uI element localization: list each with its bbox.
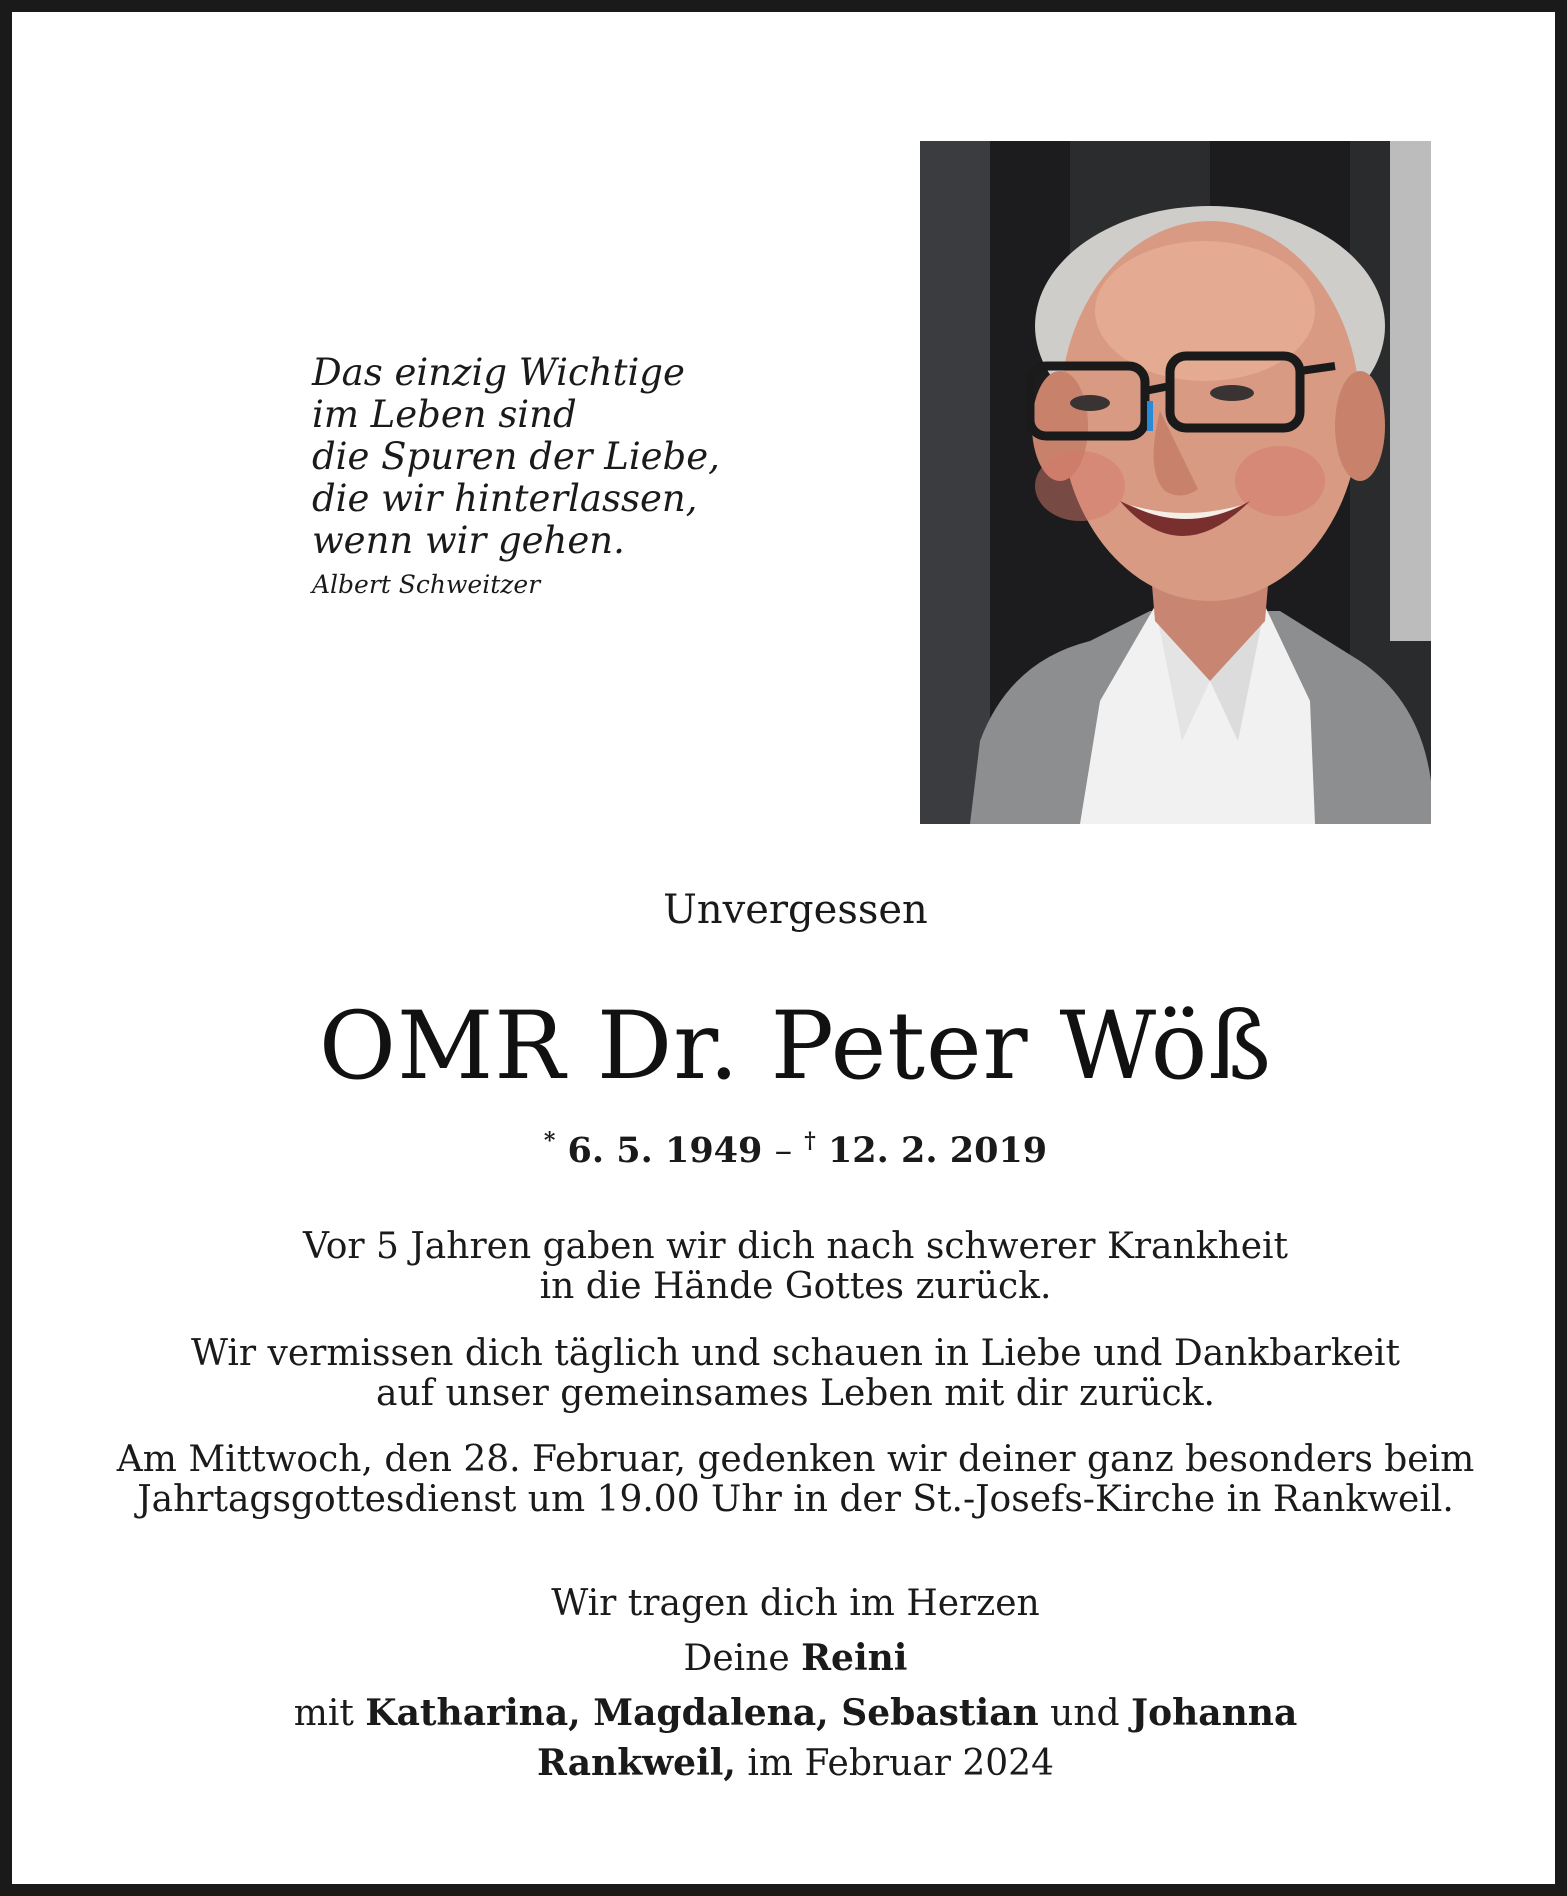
portrait-photo: [920, 141, 1431, 824]
quote-line: Das einzig Wichtige: [312, 351, 685, 394]
quote-line: die Spuren der Liebe,: [312, 435, 720, 478]
paragraph-line: Wir vermissen dich täglich und schauen in Liebe und Dankbarkeit: [191, 1333, 1400, 1374]
quote-line: im Leben sind: [312, 393, 577, 436]
paragraph: [12, 1440, 1567, 1520]
closing-name-reini: Reini: [801, 1637, 908, 1679]
paragraph-line: in die Hände Gottes zurück.: [539, 1266, 1052, 1307]
closing-name-johanna: Johanna: [1131, 1692, 1298, 1734]
closing-block: [12, 1577, 1567, 1741]
closing-children: Katharina, Magdalena, Sebastian: [365, 1692, 1039, 1734]
quote-author: Albert Schweitzer: [312, 570, 541, 599]
quote-block: [312, 352, 732, 602]
place-date: [12, 1742, 1567, 1784]
preface-text: Unvergessen: [663, 887, 928, 933]
death-symbol: †: [804, 1128, 816, 1154]
closing-family: [12, 1686, 1567, 1741]
death-date: 12. 2. 2019: [827, 1130, 1048, 1171]
place-city: Rankweil,: [536, 1742, 736, 1784]
place-month: im Februar 2024: [747, 1743, 1054, 1784]
quote-line: die wir hinterlassen,: [312, 477, 698, 520]
closing-und: und: [1050, 1693, 1120, 1734]
paragraph: [12, 1334, 1567, 1414]
life-dates: [12, 1130, 1567, 1171]
birth-symbol: *: [543, 1128, 556, 1154]
quote-line: wenn wir gehen.: [312, 519, 625, 562]
paragraph-line: Jahrtagsgottesdienst um 19.00 Uhr in der St.-Josefs-Kirche in Rankweil.: [137, 1479, 1454, 1520]
paragraph: [12, 1227, 1567, 1307]
paragraph-line: Vor 5 Jahren gaben wir dich nach schwerer Krankheit: [303, 1226, 1288, 1267]
closing-deine: Deine: [683, 1638, 790, 1679]
paragraph-line: Am Mittwoch, den 28. Februar, gedenken wir deiner ganz besonders beim: [116, 1439, 1475, 1480]
date-separator: –: [774, 1131, 793, 1171]
closing-signature: [12, 1631, 1567, 1686]
deceased-name: OMR Dr. Peter Wöß: [318, 992, 1273, 1101]
closing-mit: mit: [293, 1693, 354, 1734]
closing-line: Wir tragen dich im Herzen: [551, 1583, 1040, 1624]
paragraph-line: auf unser gemeinsames Leben mit dir zurück.: [376, 1373, 1215, 1414]
birth-date: 6. 5. 1949: [567, 1130, 763, 1171]
